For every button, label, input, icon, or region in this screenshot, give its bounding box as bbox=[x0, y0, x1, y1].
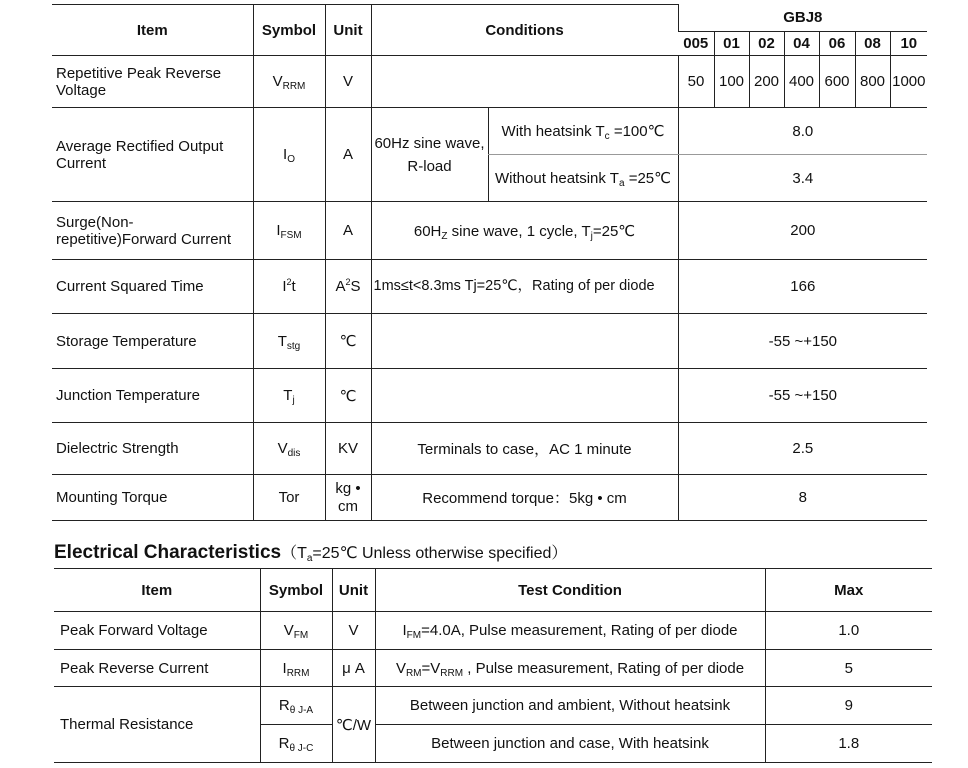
ratings-table bbox=[52, 4, 927, 521]
item-name: Mounting Torque bbox=[52, 475, 253, 521]
symbol-cell: $V_{RRM}$ bbox=[253, 56, 325, 108]
item-name: Peak Forward Voltage bbox=[54, 612, 260, 650]
table-row bbox=[54, 612, 932, 650]
unit-cell: $A^2S$ bbox=[325, 260, 371, 314]
header-model: GBJ8 bbox=[678, 5, 927, 32]
table-row bbox=[52, 56, 927, 108]
value-cell: 8.0 bbox=[678, 108, 927, 155]
variant-code: 08 bbox=[855, 32, 890, 56]
max-cell: 1.0 bbox=[765, 612, 932, 650]
value-cell: 800 bbox=[855, 56, 890, 108]
value-cell: 8 bbox=[678, 475, 927, 521]
symbol-cell: $R_{\theta J-A}$ bbox=[260, 687, 332, 725]
table-row bbox=[54, 650, 932, 687]
value-cell: 166 bbox=[678, 260, 927, 314]
conditions-cell: $60H_Z$ sine wave, 1 cycle, $T_j=25℃$ bbox=[371, 202, 678, 260]
value-cell: 200 bbox=[678, 202, 927, 260]
variant-code: 06 bbox=[819, 32, 855, 56]
unit-cell: ℃ bbox=[325, 369, 371, 423]
test-condition-cell: Between junction and case, With heatsink bbox=[375, 725, 765, 763]
max-cell: 9 bbox=[765, 687, 932, 725]
condition-without-heatsink: Without heatsink $T_a$ =25℃ bbox=[488, 155, 678, 202]
conditions-cell: 1ms≤t<8.3ms Tj=25℃，Rating of per diode bbox=[371, 260, 678, 314]
table-row bbox=[52, 423, 927, 475]
conditions-cell: Recommend torque：5kg • cm bbox=[371, 475, 678, 521]
item-name: Thermal Resistance bbox=[54, 687, 260, 763]
table-row bbox=[52, 202, 927, 260]
conditions-cell bbox=[371, 369, 678, 423]
unit-cell: ℃ bbox=[325, 314, 371, 369]
header-item: Item bbox=[52, 5, 253, 56]
table-row bbox=[52, 369, 927, 423]
symbol-cell: $R_{\theta J-C}$ bbox=[260, 725, 332, 763]
value-cell: 3.4 bbox=[678, 155, 927, 202]
value-cell: 600 bbox=[819, 56, 855, 108]
variant-code: 005 bbox=[678, 32, 714, 56]
item-name: Repetitive Peak Reverse Voltage bbox=[52, 56, 253, 108]
table-row bbox=[54, 687, 932, 725]
value-cell: 400 bbox=[784, 56, 819, 108]
variant-code: 02 bbox=[749, 32, 784, 56]
variant-code: 10 bbox=[890, 32, 927, 56]
item-name: Junction Temperature bbox=[52, 369, 253, 423]
electrical-table bbox=[54, 568, 932, 763]
condition-with-heatsink: With heatsink $T_c$ =100℃ bbox=[488, 108, 678, 155]
unit-cell: V bbox=[325, 56, 371, 108]
max-cell: 5 bbox=[765, 650, 932, 687]
value-cell: 1000 bbox=[890, 56, 927, 108]
unit-cell: A bbox=[325, 202, 371, 260]
test-condition-cell: Between junction and ambient, Without heatsink bbox=[375, 687, 765, 725]
value-cell: 2.5 bbox=[678, 423, 927, 475]
conditions-cell: Terminals to case，AC 1 minute bbox=[371, 423, 678, 475]
value-cell: -55 ~+150 bbox=[678, 369, 927, 423]
item-name: Peak Reverse Current bbox=[54, 650, 260, 687]
conditions-cell bbox=[371, 56, 678, 108]
max-cell: 1.8 bbox=[765, 725, 932, 763]
test-condition-cell: $V_{RM}=V_{RRM}$ , Pulse measurement, Rating of per diode bbox=[375, 650, 765, 687]
header-max: Max bbox=[765, 569, 932, 612]
symbol-cell: $I_{RRM}$ bbox=[260, 650, 332, 687]
value-cell: 100 bbox=[714, 56, 749, 108]
unit-cell: μ A bbox=[332, 650, 375, 687]
item-name: Storage Temperature bbox=[52, 314, 253, 369]
item-name: Dielectric Strength bbox=[52, 423, 253, 475]
symbol-cell: $I_O$ bbox=[253, 108, 325, 202]
table-row bbox=[52, 314, 927, 369]
variant-code: 04 bbox=[784, 32, 819, 56]
header-test-condition: Test Condition bbox=[375, 569, 765, 612]
item-name: Average Rectified Output Current bbox=[52, 108, 253, 202]
value-cell: 200 bbox=[749, 56, 784, 108]
header-unit: Unit bbox=[332, 569, 375, 612]
unit-cell: KV bbox=[325, 423, 371, 475]
symbol-cell: $T_{stg}$ bbox=[253, 314, 325, 369]
header-unit: Unit bbox=[325, 5, 371, 56]
value-cell: 50 bbox=[678, 56, 714, 108]
header-item: Item bbox=[54, 569, 260, 612]
table-row bbox=[52, 260, 927, 314]
unit-cell: A bbox=[325, 108, 371, 202]
symbol-cell: $I^2t$ bbox=[253, 260, 325, 314]
conditions-cell: 60Hz sine wave, R-load bbox=[371, 108, 488, 202]
section-title: Electrical $Characteristics(T_a=25℃$ Unless otherwise specified） bbox=[54, 542, 568, 564]
unit-cell: V bbox=[332, 612, 375, 650]
conditions-cell bbox=[371, 314, 678, 369]
unit-cell: kg • cm bbox=[325, 475, 371, 521]
test-condition-cell: $I_{FM}=4.0A$, Pulse measurement, Rating of per diode bbox=[375, 612, 765, 650]
item-name: Current Squared Time bbox=[52, 260, 253, 314]
symbol-cell: $T_j$ bbox=[253, 369, 325, 423]
header-symbol: Symbol bbox=[253, 5, 325, 56]
symbol-cell: $I_{FSM}$ bbox=[253, 202, 325, 260]
symbol-cell: $V_{FM}$ bbox=[260, 612, 332, 650]
variant-code: 01 bbox=[714, 32, 749, 56]
item-name: Surge(Non-repetitive)Forward Current bbox=[52, 202, 253, 260]
unit-cell: ℃/W bbox=[332, 687, 375, 763]
value-cell: -55 ~+150 bbox=[678, 314, 927, 369]
symbol-cell: $V_{dis}$ bbox=[253, 423, 325, 475]
header-symbol: Symbol bbox=[260, 569, 332, 612]
header-conditions: Conditions bbox=[371, 5, 678, 56]
table-row bbox=[52, 108, 927, 155]
symbol-cell: Tor bbox=[253, 475, 325, 521]
table-row bbox=[52, 475, 927, 521]
